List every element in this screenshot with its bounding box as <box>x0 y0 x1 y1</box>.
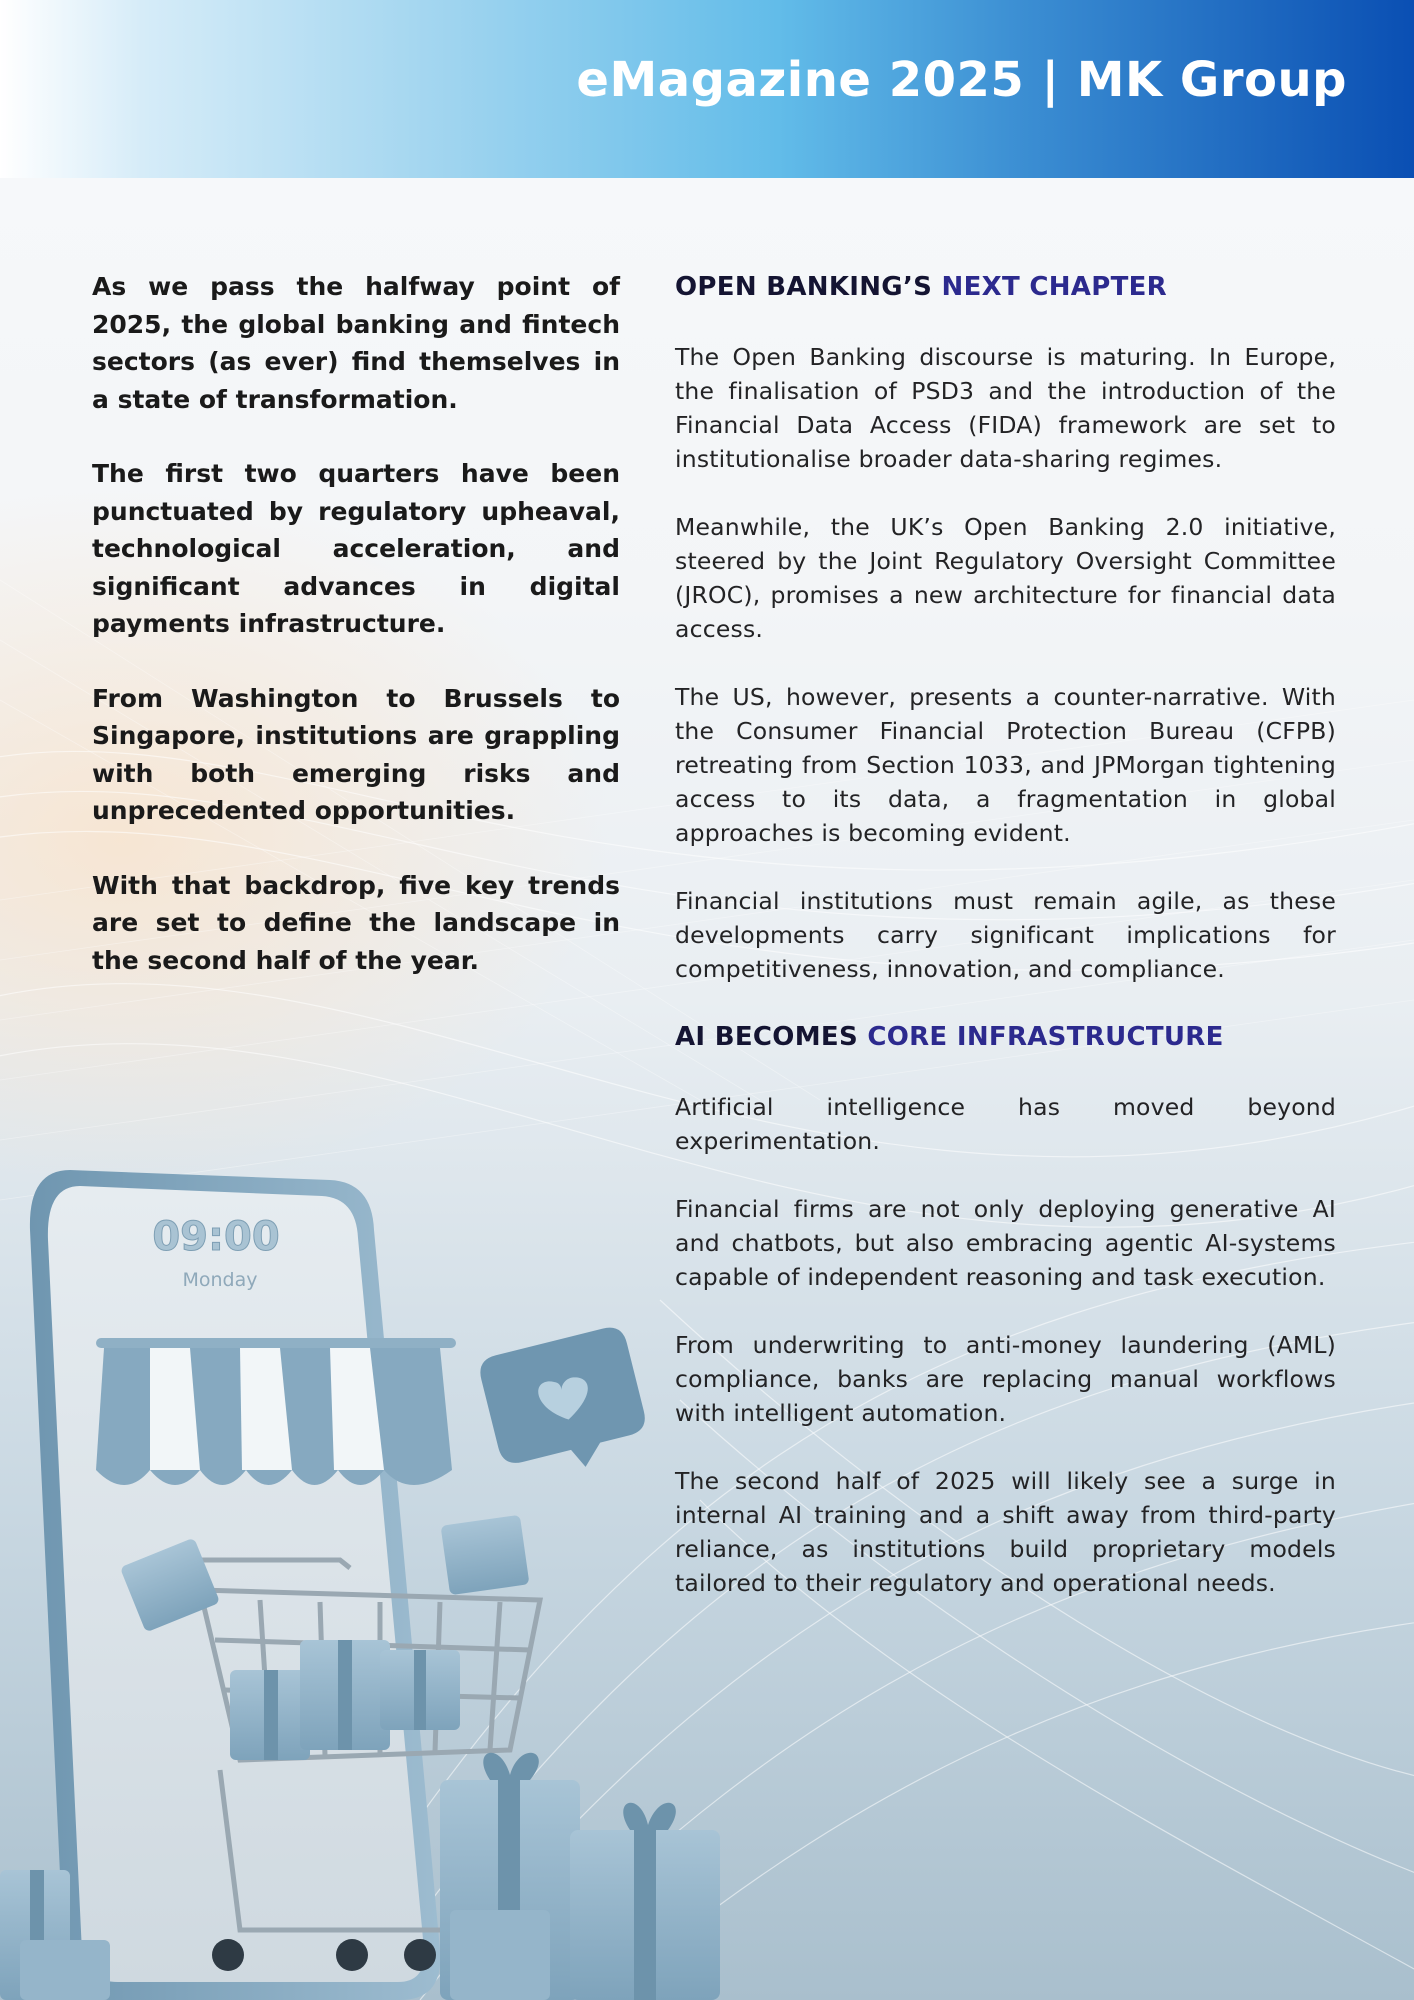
heart-speech-bubble-icon <box>477 1324 654 1486</box>
body-paragraph: The US, however, presents a counter-narrative. With the Consumer Financial Protection Bureau (CFPB) retreating from Section 1033, and JPMorgan tightening access to its data, a fragmentation in global approaches is becoming evident. <box>675 683 1336 847</box>
body-paragraph: Meanwhile, the UK’s Open Banking 2.0 initiative, steered by the Joint Regulatory Oversight Committee (JROC), promises a new architecture for financial data access. <box>675 513 1336 643</box>
section-heading-dark: AI BECOMES <box>675 1022 868 1052</box>
magazine-title: eMagazine 2025 | MK Group <box>576 52 1347 108</box>
section-heading-blue: NEXT CHAPTER <box>941 272 1168 302</box>
body-paragraph: The second half of 2025 will likely see a surge in internal AI training and a shift away from third-party reliance, as institutions build proprietary models tailored to their regulatory and operational needs. <box>675 1467 1336 1597</box>
shop-awning-icon <box>96 1338 456 1485</box>
intro-paragraph: As we pass the halfway point of 2025, the global banking and fintech sectors (as ever) find themselves in a state of transformation. <box>92 272 620 414</box>
section-heading <box>675 1020 1336 1054</box>
intro-paragraph: The first two quarters have been punctuated by regulatory upheaval, technological acceleration, and significant advances in digital payments infrastructure. <box>92 459 620 638</box>
clock-time: 09:00 <box>152 1214 280 1260</box>
section-heading-blue: CORE INFRASTRUCTURE <box>867 1022 1224 1052</box>
intro-paragraph: With that backdrop, five key trends are set to define the landscape in the second half of the year. <box>92 870 620 975</box>
article-column <box>675 270 1336 1634</box>
phone-shop-illustration <box>0 1170 760 2000</box>
clock-day: Monday <box>182 1269 258 1291</box>
intro-column <box>92 268 620 1016</box>
body-paragraph: The Open Banking discourse is maturing. In Europe, the finalisation of PSD3 and the introduction of the Financial Data Access (FIDA) framework are set to institutionalise broader data-sharing regimes. <box>675 343 1336 473</box>
body-paragraph: Financial institutions must remain agile, as these developments carry significant implications for competitiveness, innovation, and compliance. <box>675 887 1336 983</box>
section-ai <box>675 1020 1336 1600</box>
section-heading-dark: OPEN BANKING’S <box>675 272 942 302</box>
header-banner <box>0 0 1414 178</box>
section-open-banking <box>675 270 1336 986</box>
body-paragraph: Artificial intelligence has moved beyond experimentation. <box>675 1093 1336 1155</box>
section-heading <box>675 270 1336 304</box>
body-paragraph: From underwriting to anti-money laundering (AML) compliance, banks are replacing manual workflows with intelligent automation. <box>675 1331 1336 1427</box>
intro-paragraph: From Washington to Brussels to Singapore, institutions are grappling with both emerging risks and unprecedented opportunities. <box>92 683 620 825</box>
body-paragraph: Financial firms are not only deploying generative AI and chatbots, but also embracing agentic AI-systems capable of independent reasoning and task execution. <box>675 1195 1336 1291</box>
